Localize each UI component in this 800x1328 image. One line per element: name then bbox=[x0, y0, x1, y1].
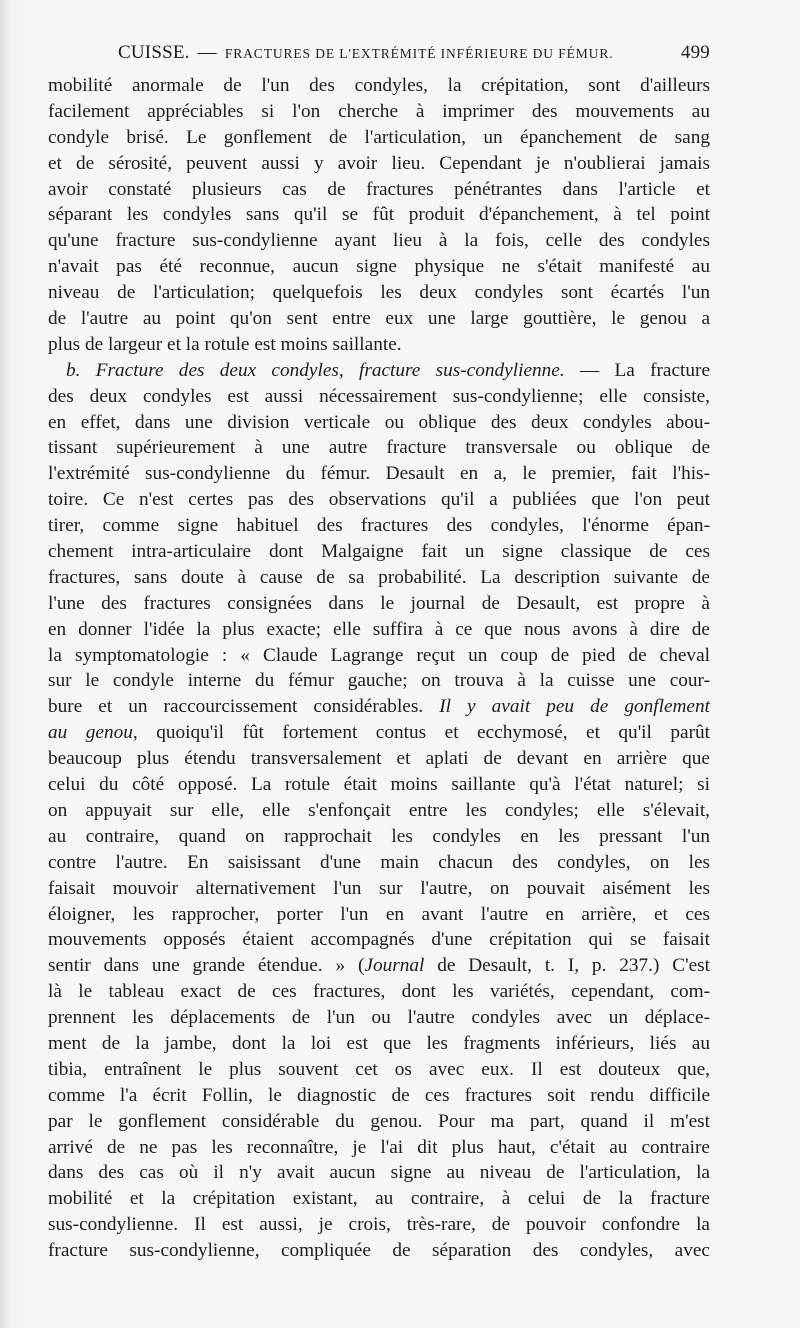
text-line: beaucoup plus étendu transversalement et aplati de devant en arrière que bbox=[48, 748, 710, 770]
text-line: mouvements opposés étaient accompagnés d'une crépitation qui se faisait bbox=[48, 929, 710, 951]
text-line: tirer, comme signe habituel des fractures des condyles, l'énorme épan- bbox=[48, 515, 710, 537]
running-head bbox=[118, 42, 614, 64]
text-line: contre l'autre. En saisissant d'une main chacun des condyles, on les bbox=[48, 851, 710, 873]
text-line: au genou, quoiqu'il fût fortement contus et ecchymosé, et qu'il parût bbox=[48, 722, 710, 744]
text-line: et de sérosité, peuvent aussi y avoir lieu. Cependant je n'oublierai jamais bbox=[48, 152, 710, 174]
text-line: en effet, dans une division verticale ou oblique des deux condyles abou- bbox=[48, 411, 710, 433]
running-head-dash: — bbox=[197, 42, 217, 63]
italic-quote: Il y avait peu de gonflement bbox=[439, 696, 710, 718]
text-line: l'une des fractures consignées dans le journal de Desault, est propre à bbox=[48, 592, 710, 614]
text-line: l'extrémité sus-condylienne du fémur. Desault en a, le premier, fait l'his- bbox=[48, 463, 710, 485]
text-line: mobilité anormale de l'un des condyles, la crépitation, sont d'ailleurs bbox=[48, 75, 710, 96]
text-line: sur le condyle interne du fémur gauche; on trouva à la cuisse une cour- bbox=[48, 670, 710, 692]
text-line: qu'une fracture sus-condylienne ayant lieu à la fois, celle des condyles bbox=[48, 230, 710, 252]
text-line: au contraire, quand on rapprochait les condyles en les pressant l'un bbox=[48, 825, 710, 847]
text-line: en donner l'idée la plus exacte; elle suffira à ce que nous avons à dire de bbox=[48, 618, 710, 640]
text-line: dans des cas où il n'y avait aucun signe au niveau de l'articulation, la bbox=[48, 1162, 710, 1184]
text-line: fractures, sans doute à cause de sa probabilité. La description suivante de bbox=[48, 566, 710, 588]
paragraph-end-line: plus de largeur et la rotule est moins saillante. bbox=[48, 333, 402, 355]
text-line: mobilité et la crépitation existant, au contraire, à celui de la fracture bbox=[48, 1188, 710, 1210]
text-line: tissant supérieurement à une autre fracture transversale ou oblique de bbox=[48, 437, 710, 459]
text-line: ment de la jambe, dont la loi est que les fragments inférieurs, liés au bbox=[48, 1032, 710, 1054]
text-line: facilement appréciables si l'on cherche à imprimer des mouvements au bbox=[48, 100, 710, 122]
text-line: séparant les condyles sans qu'il se fût produit d'épanchement, à tel point bbox=[48, 204, 710, 226]
text-line: éloigner, les rapprocher, porter l'un en avant l'autre en arrière, et ces bbox=[48, 903, 710, 925]
text-line: faisait mouvoir alternativement l'un sur l'autre, on pouvait aisément les bbox=[48, 877, 710, 899]
text-line: celui du côté opposé. La rotule était moins saillante qu'à l'état naturel; si bbox=[48, 774, 710, 796]
text-line: sentir dans une grande étendue. » (Journal de Desault, t. I, p. 237.) C'est bbox=[48, 955, 710, 977]
italic-quote: au genou bbox=[48, 722, 133, 744]
text-line: avoir constaté plusieurs cas de fractures pénétrantes dans l'article et bbox=[48, 178, 710, 200]
text-line: de l'autre au point qu'on sent entre eux une large gouttière, le genou a bbox=[48, 308, 710, 330]
text-line: la symptomatologie : « Claude Lagrange reçut un coup de pied de cheval bbox=[48, 644, 710, 666]
text-line: là le tableau exact de ces fractures, dont les variétés, cependant, com- bbox=[48, 981, 710, 1003]
text-line: condyle brisé. Le gonflement de l'articulation, un épanchement de sang bbox=[48, 126, 710, 148]
section-heading-line: b. Fracture des deux condyles, fracture sus-condylienne. — La fracture bbox=[66, 359, 711, 381]
section-heading: b. Fracture des deux condyles, fracture sus-condylienne. bbox=[66, 359, 565, 381]
page-number: 499 bbox=[680, 42, 710, 63]
running-head-part: CUISSE. bbox=[118, 42, 190, 63]
text-line: niveau de l'articulation; quelquefois les deux condyles sont écartés l'un bbox=[48, 282, 710, 304]
text-line: tibia, entraînent le plus souvent cet os avec eux. Il est douteux que, bbox=[48, 1058, 710, 1080]
text-line: prennent les déplacements de l'un ou l'autre condyles avec un déplace- bbox=[48, 1007, 710, 1029]
text-line: bure et un raccourcissement considérables. Il y avait peu de gonflement bbox=[48, 696, 710, 718]
text-line: des deux condyles est aussi nécessairement sus-condylienne; elle consiste, bbox=[48, 385, 710, 407]
text-line: on appuyait sur elle, elle s'enfonçait entre les condyles; elle s'élevait, bbox=[48, 799, 710, 821]
body-text bbox=[48, 73, 710, 1264]
text-line: n'avait pas été reconnue, aucun signe physique ne s'était manifesté au bbox=[48, 256, 710, 278]
text-line: fracture sus-condylienne, compliquée de séparation des condyles, avec bbox=[48, 1240, 710, 1262]
page-header bbox=[118, 42, 710, 70]
italic-citation: Journal bbox=[364, 955, 425, 977]
text-line: arrivé de ne pas les reconnaître, je l'ai dit plus haut, c'était au contraire bbox=[48, 1136, 710, 1158]
text-line: chement intra-articulaire dont Malgaigne fait un signe classique de ces bbox=[48, 541, 710, 563]
running-head-section: FRACTURES DE L'EXTRÉMITÉ INFÉRIEURE DU FÉMUR. bbox=[224, 46, 614, 61]
text-line: comme l'a écrit Follin, le diagnostic de ces fractures soit rendu difficile bbox=[48, 1084, 710, 1106]
text-line: toire. Ce n'est certes pas des observations qu'il a publiées que l'on peut bbox=[48, 489, 710, 511]
text-line: par le gonflement considérable du genou. Pour ma part, quand il m'est bbox=[48, 1110, 710, 1132]
text-line: sus-condylienne. Il est aussi, je crois, très-rare, de pouvoir confondre la bbox=[48, 1214, 710, 1236]
